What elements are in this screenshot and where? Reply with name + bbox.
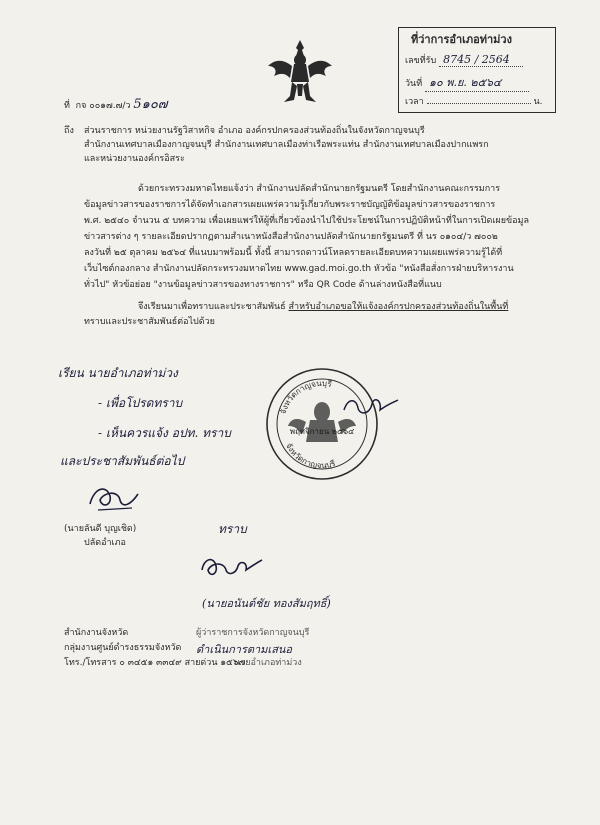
note-line-2: - เพื่อโปรดทราบ — [98, 396, 183, 410]
amphoe-title: นายอำเภอท่าม่วง — [234, 658, 302, 668]
approval-ack: ทราบ — [218, 522, 247, 536]
receipt-time-row — [405, 94, 542, 108]
receipt-title: ที่ว่าการอำเภอท่าม่วง — [411, 33, 512, 46]
body-line-2: ข้อมูลข่าวสารของราชการได้จัดทำเอกสารเผยแพร่ความรู้เกี่ยวกับพระราชบัญญัติข้อมูลข่าวสารของราชการ — [84, 200, 496, 210]
reference-label: ที่ — [64, 101, 70, 111]
body-line-7: ทั่วไป" หัวข้อย่อย "งานข้อมูลข่าวสารของทางราชการ" หรือ QR Code ด้านล่างหนังสือที่แนบ — [84, 280, 442, 290]
receipt-date-label: วันที่ — [405, 79, 423, 89]
office-tel: โทร./โทรสาร ๐ ๓๔๕๑ ๓๓๔๙ สายด่วน ๑๕๖๗ — [64, 658, 246, 668]
receipt-number-label: เลขที่รับ — [405, 56, 437, 66]
body-line-1: ด้วยกระทรวงมหาดไทยแจ้งว่า สำนักงานปลัดสำนักนายกรัฐมนตรี โดยสำนักงานคณะกรรมการ — [138, 184, 501, 194]
reference-number: กจ ๐๐๑๗.๗/ว — [75, 101, 131, 111]
receipt-time-label: เวลา — [405, 97, 424, 107]
addressee-line-3: และหน่วยงานองค์กรอิสระ — [84, 154, 185, 164]
receipt-stamp — [398, 27, 556, 113]
office-group: กลุ่มงานศูนย์ดำรงธรรมจังหวัด — [64, 643, 182, 653]
closing-line-1 — [138, 300, 508, 314]
provincial-seal — [262, 364, 382, 484]
approval-handwritten-note: ดำเนินการตามเสนอ — [196, 643, 293, 656]
office-name: สำนักงานจังหวัด — [64, 628, 129, 638]
addressee-line-2: สำนักงานเทศบาลเมืองกาญจนบุรี สำนักงานเทศบาลเมืองท่าเรือพระแท่น สำนักงานเทศบาลเมืองปากแพรก — [84, 140, 489, 150]
receipt-date-value: ๑๐ พ.ย. ๒๕๖๔ — [425, 73, 529, 92]
reference-line — [64, 98, 168, 113]
receipt-time-suffix: น. — [533, 97, 543, 107]
note-line-1: เรียน นายอำเภอท่าม่วง — [58, 366, 178, 380]
seal-bottom-text: จังหวัดกาญจนบุรี — [283, 441, 337, 471]
svg-text:จังหวัดกาญจนบุรี — [284, 442, 337, 470]
signature-governor — [196, 548, 266, 588]
governor-role: ผู้ว่าราชการจังหวัดกาญจนบุรี — [196, 628, 310, 638]
receipt-number-row — [405, 53, 523, 67]
body-line-3: พ.ศ. ๒๕๔๐ จำนวน ๕ บทความ เพื่อเผยแพร่ให้ผู้ที่เกี่ยวข้องนำไปใช้ประโยชน์ในการปฏิบัติหน้าที่ในการเปิดเผยข้อมูล — [84, 216, 529, 226]
addressee-label: ถึง — [64, 126, 74, 136]
garuda-emblem-icon — [264, 36, 336, 108]
body-line-6: เว็บไซต์กองกลาง สำนักงานปลัดกระทรวงมหาดไทย www.gad.moi.go.th หัวข้อ "หนังสือสั่งการฝ่ายบริหารงาน — [84, 264, 514, 274]
closing-line-1b: สำหรับอำเภอขอให้แจ้งองค์กรปกครองส่วนท้องถิ่นในพื้นที่ — [288, 302, 509, 312]
note-line-4: และประชาสัมพันธ์ต่อไป — [60, 454, 185, 468]
seal-date-text: พฤศจิกายน ๒๕๖๔ — [289, 427, 355, 436]
signer-title-left: ปลัดอำเภอ — [84, 538, 126, 548]
closing-line-2: ทราบและประชาสัมพันธ์ต่อไปด้วย — [84, 317, 215, 327]
addressee-line-1: ส่วนราชการ หน่วยงานรัฐวิสาหกิจ อำเภอ องค์กรปกครองส่วนท้องถิ่นในจังหวัดกาญจนบุรี — [84, 126, 425, 136]
receipt-number-value: 8745 / 2564 — [439, 53, 523, 67]
reference-handwritten-number: 5๑๐๗ — [133, 97, 168, 112]
closing-line-1a: จึงเรียนมาเพื่อทราบและประชาสัมพันธ์ — [138, 302, 286, 312]
signature-left — [84, 478, 144, 518]
receipt-date-row — [405, 73, 529, 92]
seal-top-text: จังหวัดกาญจนบุรี — [278, 378, 333, 416]
signer-name-left: (นายลันดี บุญเชิด) — [64, 524, 137, 534]
signature-over-seal — [340, 392, 400, 422]
governor-name: (นายอนันต์ชัย ทองสัมฤทธิ์) — [202, 597, 331, 610]
body-line-4: ข่าวสารต่าง ๆ รายละเอียดปรากฏตามสำเนาหนังสือสำนักงานปลัดสำนักนายกรัฐมนตรี ที่ นร ๐๑๐๔/ว ๗๐๐๒ — [84, 232, 498, 242]
note-line-3: - เห็นควรแจ้ง อปท. ทราบ — [98, 426, 231, 440]
body-line-5: ลงวันที่ ๒๕ ตุลาคม ๒๕๖๔ ที่แนบมาพร้อมนี้ ทั้งนี้ สามารถดาวน์โหลดรายละเอียดบทความเผยแพร่ความรู้ได้ที่ — [84, 248, 503, 258]
